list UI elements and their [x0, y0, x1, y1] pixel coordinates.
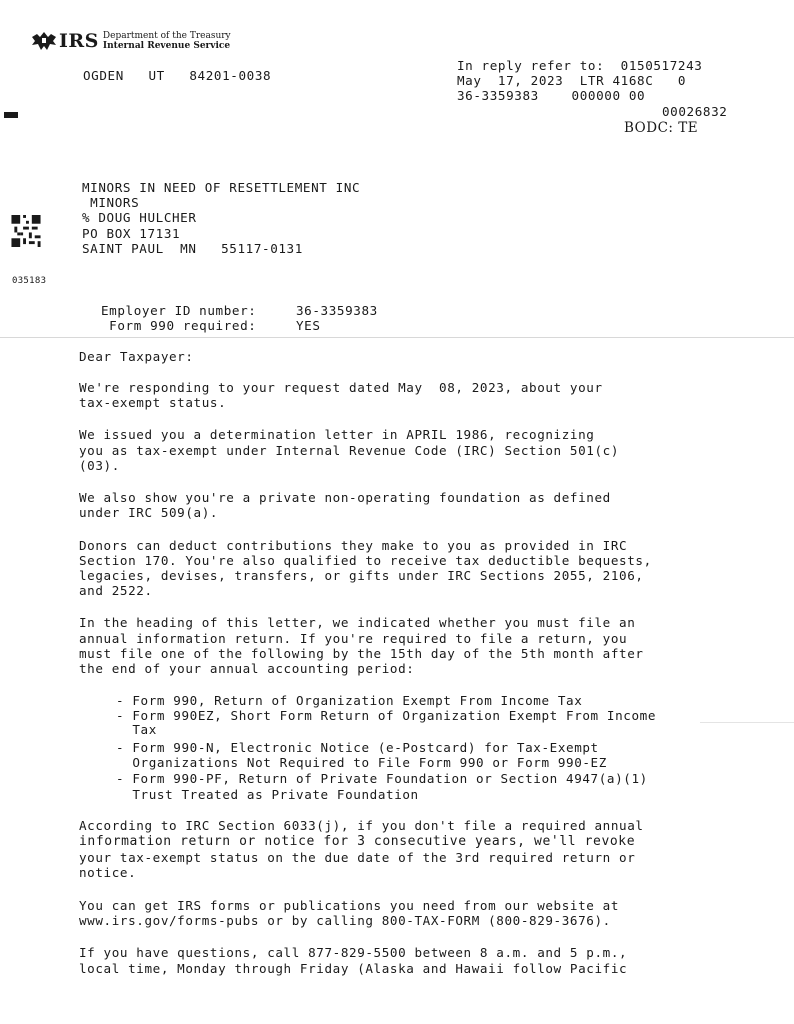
paragraph-line: legacies, devises, transfers, or gifts under IRC Sections 2055, 2106,: [79, 568, 644, 583]
barcode-icon: [11, 215, 41, 247]
fold-line: [0, 337, 794, 338]
eagle-emblem-icon: [31, 31, 57, 51]
paragraph-line: the end of your annual accounting period:: [79, 661, 415, 676]
ein-label: Employer ID number:: [101, 303, 257, 318]
paragraph-line: local time, Monday through Friday (Alaska and Hawaii follow Pacific: [79, 961, 628, 976]
bodc-code: BODC: TE: [624, 120, 699, 136]
paragraph-line: under IRC 509(a).: [79, 505, 219, 520]
salutation: Dear Taxpayer:: [79, 349, 194, 364]
reply-reference-line: In reply refer to: 0150517243: [457, 58, 703, 73]
dept-line-1: Department of the Treasury: [102, 31, 231, 41]
addressee-line-2: MINORS: [82, 195, 140, 210]
addressee-line-5: SAINT PAUL MN 55117-0131: [82, 241, 303, 256]
paragraph-line: information return or notice for 3 consecutive years, we'll revoke: [79, 834, 636, 849]
form-list-item: Organizations Not Required to File Form 990 or Form 990-EZ: [116, 755, 607, 770]
form-990-label: Form 990 required:: [101, 318, 257, 333]
side-control-number: 035183: [12, 276, 47, 286]
form-list-item: - Form 990, Return of Organization Exempt From Income Tax: [116, 693, 583, 708]
paragraph-line: tax-exempt status.: [79, 395, 227, 410]
form-list-item: - Form 990-N, Electronic Notice (e-Postcard) for Tax-Exempt: [116, 740, 599, 755]
paragraph-line: We issued you a determination letter in APRIL 1986, recognizing: [79, 427, 595, 442]
dept-line-2: Internal Revenue Service: [102, 41, 231, 51]
paragraph-line: We also show you're a private non-operating foundation as defined: [79, 490, 611, 505]
date-letter-line: May 17, 2023 LTR 4168C 0: [457, 73, 687, 88]
form-990-value: YES: [296, 318, 321, 333]
department-name: [103, 31, 231, 51]
paragraph-line: Donors can deduct contributions they make to you as provided in IRC: [79, 538, 628, 553]
irs-logo: [31, 30, 231, 52]
paragraph-line: If you have questions, call 877-829-5500 between 8 a.m. and 5 p.m.,: [79, 945, 628, 960]
addressee-line-3: % DOUG HULCHER: [82, 210, 197, 225]
ein-code-line: 36-3359383 000000 00: [457, 88, 646, 103]
addressee-line-1: MINORS IN NEED OF RESETTLEMENT INC: [82, 180, 361, 195]
paragraph-line: In the heading of this letter, we indicated whether you must file an: [79, 615, 636, 630]
form-list-item: - Form 990EZ, Short Form Return of Organization Exempt From Income: [116, 708, 657, 723]
ein-value: 36-3359383: [296, 303, 378, 318]
irs-wordmark: IRS: [59, 30, 99, 52]
form-list-item: Trust Treated as Private Foundation: [116, 787, 419, 802]
paragraph-line: notice.: [79, 865, 137, 880]
paragraph-line: must file one of the following by the 15th day of the 5th month after: [79, 646, 644, 661]
form-list-item: Tax: [116, 722, 157, 737]
paragraph-line: you as tax-exempt under Internal Revenue Code (IRC) Section 501(c): [79, 443, 620, 458]
office-city-line: OGDEN UT 84201-0038: [83, 68, 272, 83]
addressee-line-4: PO BOX 17131: [82, 226, 181, 241]
paragraph-line: We're responding to your request dated May 08, 2023, about your: [79, 380, 603, 395]
paragraph-line: annual information return. If you're required to file a return, you: [79, 631, 628, 646]
scan-line: [700, 722, 794, 723]
paragraph-line: Section 170. You're also qualified to receive tax deductible bequests,: [79, 553, 652, 568]
paragraph-line: www.irs.gov/forms-pubs or by calling 800-TAX-FORM (800-829-3676).: [79, 913, 611, 928]
form-list-item: - Form 990-PF, Return of Private Foundation or Section 4947(a)(1): [116, 771, 648, 786]
paragraph-line: (03).: [79, 458, 120, 473]
paragraph-line: your tax-exempt status on the due date of the 3rd required return or: [79, 850, 636, 865]
registration-mark: [4, 112, 18, 118]
paragraph-line: and 2522.: [79, 583, 153, 598]
sequence-number: 00026832: [662, 104, 728, 119]
paragraph-line: You can get IRS forms or publications you need from our website at: [79, 898, 620, 913]
paragraph-line: According to IRC Section 6033(j), if you don't file a required annual: [79, 818, 644, 833]
